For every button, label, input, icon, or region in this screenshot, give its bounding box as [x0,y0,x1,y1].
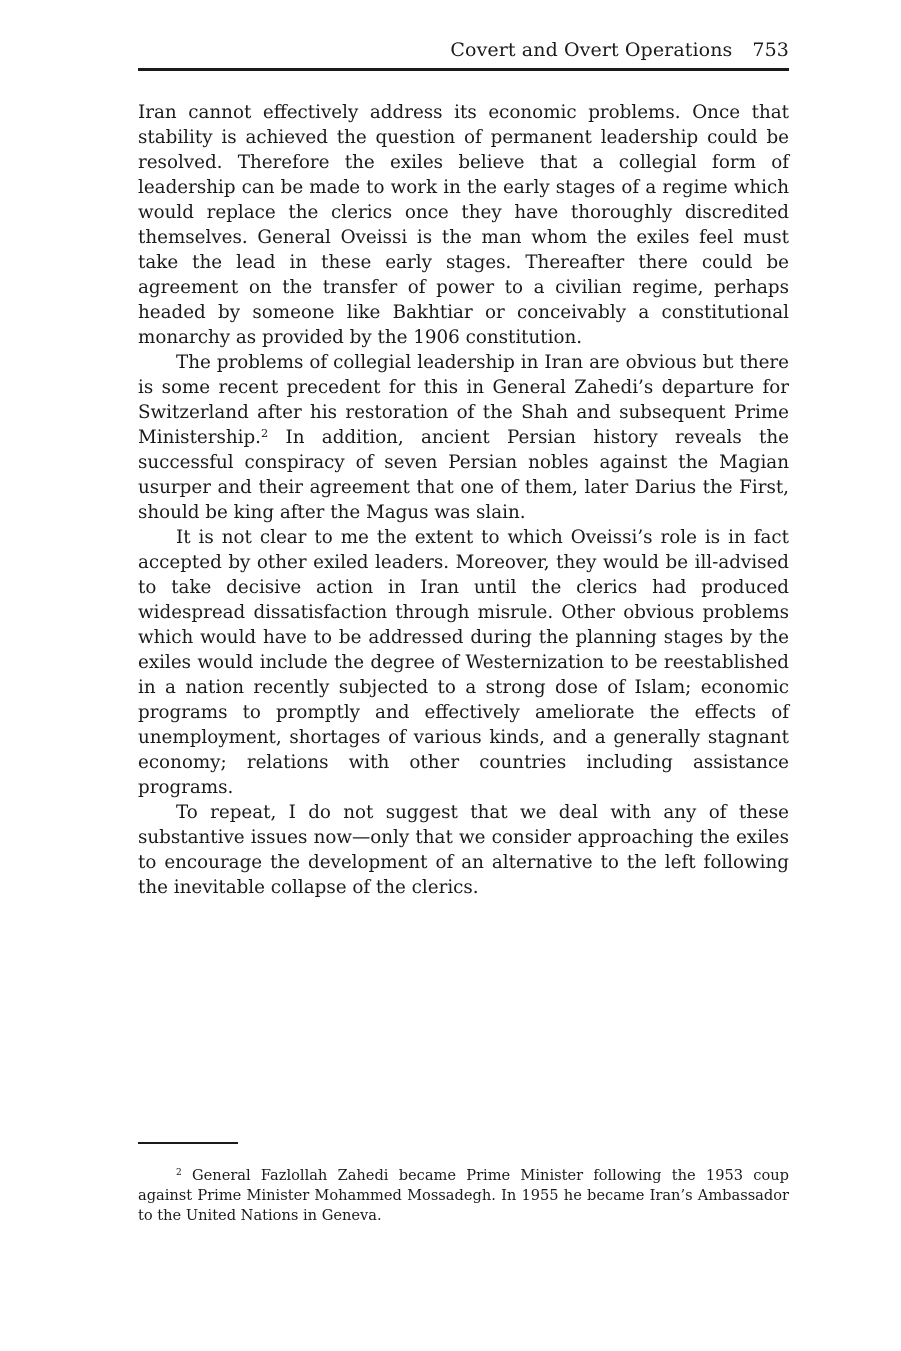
footnote-reference: 2 [261,425,269,440]
running-header [138,36,789,64]
paragraph-2-text-before: The problems of collegial leadership in Iran are obvious but there is some recent precedent for this in General Zahedi’s departure for Switzerland after his restoration of the Shah and subsequent Prime Ministership. [138,352,789,448]
footnote-rule [138,1142,238,1144]
running-title: Covert and Overt Operations [450,39,733,61]
paragraph-2 [138,350,789,525]
footnote-marker: 2 [176,1168,182,1179]
footnote-text: General Fazlollah Zahedi became Prime Minister following the 1953 coup against Prime Minister Mohammed Mossadegh. In 1955 he became Iran’s Ambassador to the United Nations in Geneva. [138,1167,789,1224]
paragraph-1: Iran cannot effectively address its economic problems. Once that stability is achieved the question of permanent leadership could be resolved. Therefore the exiles believe that a collegial form of leadership can be made to work in the early stages of a regime which would replace the clerics once they have thoroughly discredited themselves. General Oveissi is the man whom the exiles feel must take the lead in these early stages. Thereafter there could be agreement on the transfer of power to a civilian regime, perhaps headed by someone like Bakhtiar or conceivably a constitutional monarchy as provided by the 1906 constitution. [138,102,789,348]
body-text [138,100,789,900]
paragraph-4: To repeat, I do not suggest that we deal with any of these substantive issues now—only that we consider approaching the exiles to encourage the development of an alternative to the left following the inevitable collapse of the clerics. [138,802,789,898]
paragraph-3: It is not clear to me the extent to which Oveissi’s role is in fact accepted by other exiled leaders. Moreover, they would be ill-advised to take decisive action in Iran until the clerics had produced widespread dissatisfaction through misrule. Other obvious problems which would have to be addressed during the planning stages by the exiles would include the degree of Westernization to be reestablished in a nation recently subjected to a strong dose of Islam; economic programs to promptly and effectively ameliorate the effects of unemployment, shortages of various kinds, and a generally stagnant economy; relations with other countries including assistance programs. [138,527,789,798]
paragraph-2-text-after: In addition, ancient Persian history reveals the successful conspiracy of seven Persian nobles against the Magian usurper and their agreement that one of them, later Darius the First, should be king after the Magus was slain. [138,427,789,523]
footnote [138,1166,789,1226]
page-number: 753 [752,39,789,61]
header-rule [138,68,789,71]
